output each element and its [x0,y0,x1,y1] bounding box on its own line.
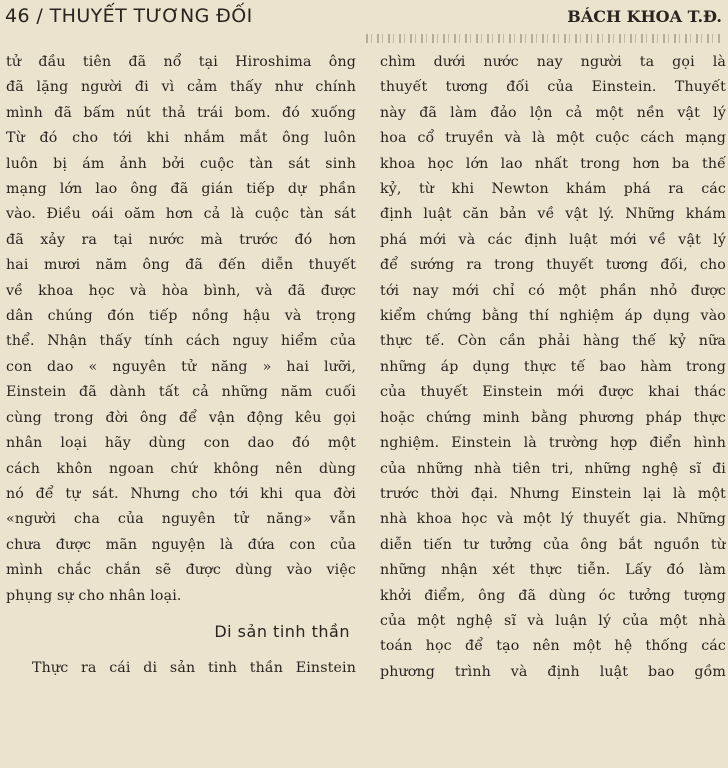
text-line: thực tế. Còn cần phải hàng thế kỷ nữa [380,333,726,350]
text-line: nghiệm. Einstein là trường hợp điển hình [380,435,726,452]
text-line: toán học để tạo nên một hệ thống các [380,638,726,655]
left-paragraph [6,50,356,609]
text-line: về khoa học và hòa bình, và đã được [6,282,356,299]
text-line: diễn tiến tư tưởng của ông bắt nguồn từ [380,536,726,553]
text-line: dân chúng đón tiếp nồng hậu và trọng [6,308,356,325]
text-line: mình đã bấm nút thả trái bom. đó xuống [6,104,356,121]
text-line: Einstein đã dành tất cả những năm cuối [6,384,356,401]
text-line: thể. Nhận thấy tính cách nguy hiểm của [6,333,356,350]
text-line: hai mươi năm ông đã đến diễn thuyết [6,257,356,274]
text-line: con dao « nguyên tử năng » hai lưỡi, [6,358,356,375]
text-line: những nhận xét thực tiễn. Lấy đó làm [380,562,726,579]
text-line: kiểm chứng bằng thí nghiệm áp dụng vào [380,308,726,325]
text-line: cùng trong đời ông để vận động kêu gọi [6,409,356,426]
text-line: chưa được mãn nguyện là đứa con của [6,536,356,553]
text-line: định luật căn bản về vật lý. Những khám [380,206,726,223]
text-line: nhà khoa học và một lý thuyết gia. Những [380,511,726,528]
text-line: hoa cổ truyền và là một cuộc cách mạng [380,130,726,147]
text-line: Thực ra cái di sản tinh thần Einstein [32,660,356,677]
text-line: vào. Điều oái oăm hơn cả là cuộc tàn sát [6,206,356,223]
text-line: kỷ, từ khi Newton khám phá ra các [380,181,726,198]
text-line: tử đầu tiên đã nổ tại Hiroshima ông [6,54,356,70]
text-line: khởi điểm, ông đã dùng óc tưởng tượng [380,587,726,604]
text-line: của thuyết Einstein mới được khai thác [380,384,726,401]
text-line: nhân loại hãy dùng con dao đó một [6,435,356,452]
text-line: này đã làm đảo lộn cả một nền vật lý [380,104,726,121]
right-column [380,50,726,768]
text-line: để sướng ra trong thuyết tương đối, cho [380,257,726,274]
text-line: chìm dưới nước nay người ta gọi là [380,54,726,70]
text-line: của một nghệ sĩ và luận lý của một nhà [380,612,726,629]
right-paragraph [380,50,726,685]
text-line: của những nhà tiên tri, những nghệ sĩ đi [380,460,726,477]
print-noise [366,34,722,43]
text-line: phá mới và các định luật mới về vật lý [380,231,726,248]
text-line: phụng sự cho nhân loại. [6,587,182,604]
text-line: mạng lớn lao ông đã gián tiếp dự phần [6,181,356,198]
left-column [6,50,356,768]
text-line: trước thời đại. Nhưng Einstein lại là một [380,485,726,502]
text-line: cách khôn ngoan chứ không nên dùng [6,460,356,477]
text-line: đã xảy ra tại nước mà trước đó hơn [6,231,356,248]
page-header [0,0,728,44]
text-line: «người cha của nguyên tử năng» vẫn [6,511,356,528]
text-line: luôn bị ám ảnh bởi cuộc tàn sát sinh [6,155,356,172]
text-line: phương trình và định luật bao gồm [380,663,726,680]
text-line: khoa học lớn lao nhất trong hơn ba thế [380,155,726,172]
text-line: những áp dụng thực tế bao hàm trong [380,358,726,375]
text-line: thuyết tương đối của Einstein. Thuyết [380,79,726,96]
text-line: hoặc chứng minh bằng phương pháp thực [380,409,726,426]
text-line: Từ đó cho tới khi nhắm mắt ông luôn [6,130,356,147]
section-subheading: Di sản tinh thần [214,621,350,641]
running-title: 46 / THUYẾT TƯƠNG ĐỐI [5,5,253,27]
text-line: nó để tự sát. Nhưng cho tới khi qua đời [6,485,356,502]
text-line: tới nay mới chỉ có một phần nhỏ được [380,282,726,299]
text-line: mình chắc chắn sẽ được dùng vào việc [6,562,356,579]
text-line: đã lặng người đi vì cảm thấy như chính [6,79,356,96]
left-paragraph-continued [6,656,356,681]
journal-name: BÁCH KHOA T.Đ. [567,7,722,26]
